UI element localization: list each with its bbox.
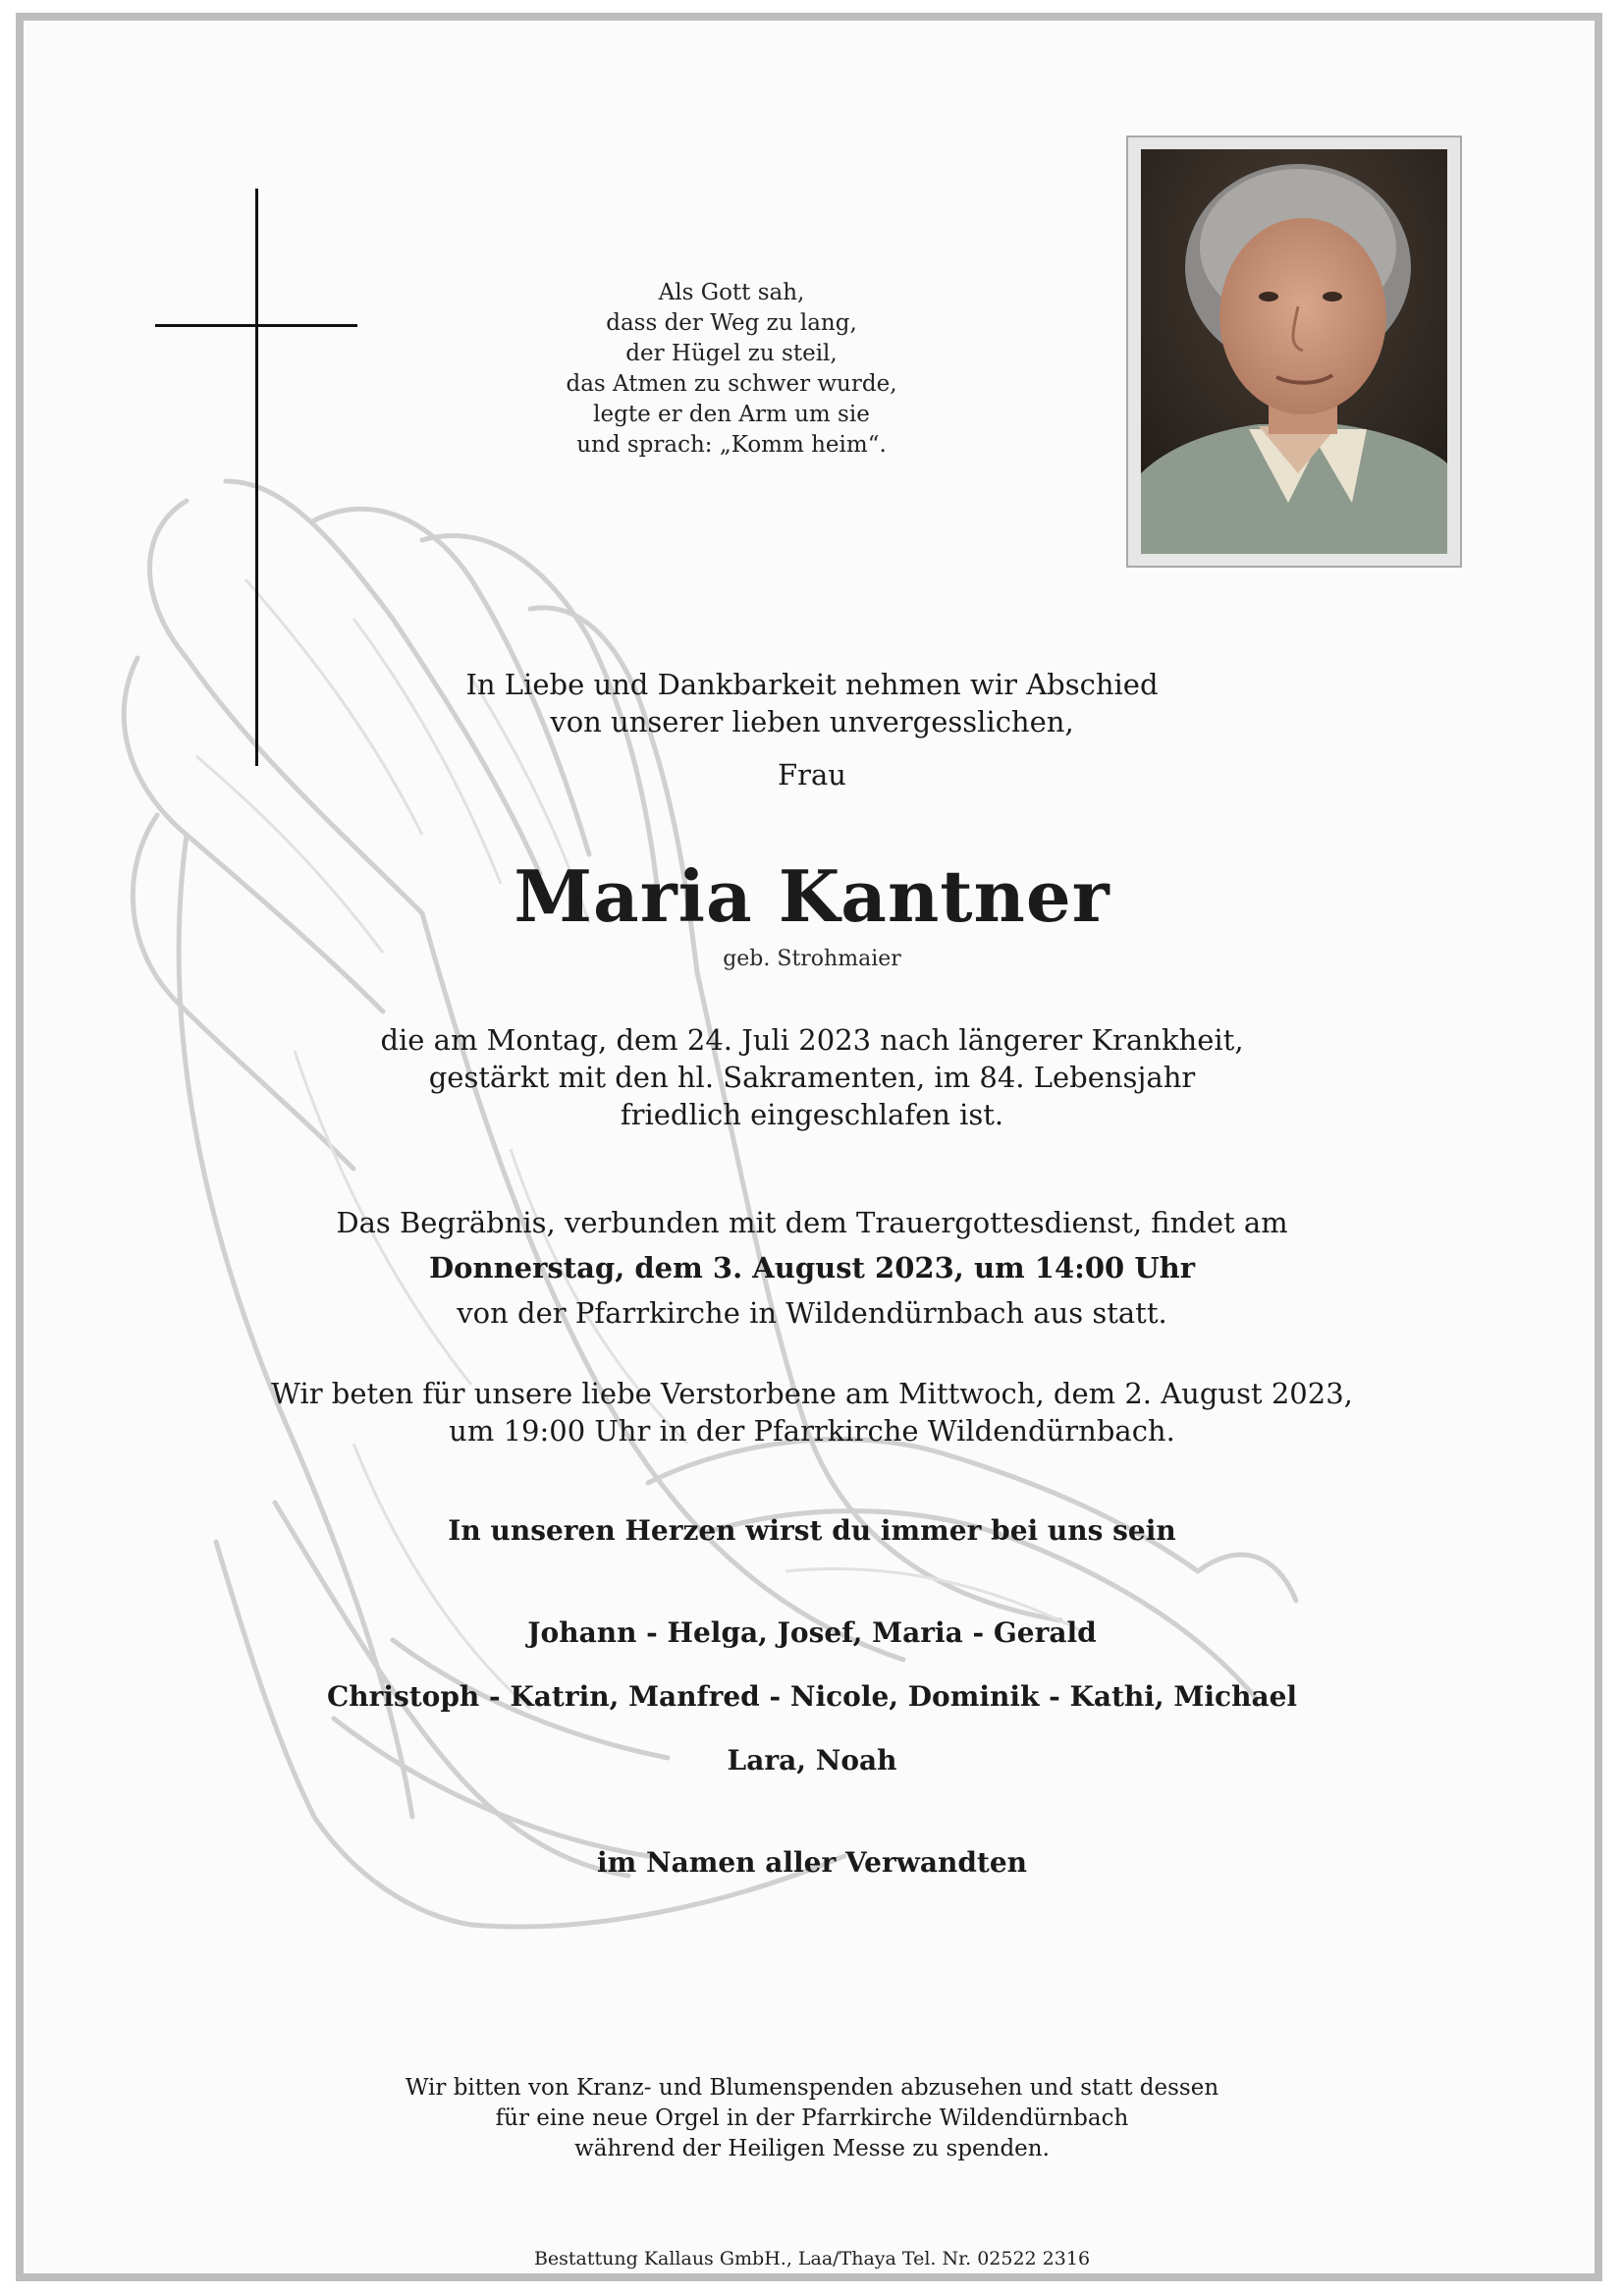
request-line: Wir bitten von Kranz- und Blumenspenden abzusehen und statt dessen (405, 2075, 1219, 2101)
death-line: die am Montag, dem 24. Juli 2023 nach längerer Krankheit, (380, 1023, 1244, 1057)
poem-line: Als Gott sah, (658, 280, 805, 305)
death-notice (0, 1021, 1624, 1133)
funeral-home-footer: Bestattung Kallaus GmbH., Laa/Thaya Tel. Nr. 02522 2316 (533, 2248, 1091, 2269)
poem-line: der Hügel zu steil, (625, 341, 838, 366)
birth-name: geb. Strohmaier (723, 947, 901, 971)
intro-line: In Liebe und Dankbarkeit nehmen wir Abschied (465, 668, 1159, 701)
farewell-intro (0, 666, 1624, 740)
family-line: Lara, Noah (727, 1744, 897, 1777)
donation-request (0, 2073, 1624, 2164)
funeral-date: Donnerstag, dem 3. August 2023, um 14:00 Uhr (429, 1251, 1195, 1285)
funeral-line: Das Begräbnis, verbunden mit dem Trauergottesdienst, findet am (336, 1206, 1288, 1239)
request-line: während der Heiligen Messe zu spenden. (574, 2136, 1050, 2161)
family-line: Christoph - Katrin, Manfred - Nicole, Dominik - Kathi, Michael (326, 1680, 1298, 1713)
prayer-info (0, 1375, 1624, 1449)
poem (511, 278, 952, 461)
portrait-photo (1141, 149, 1447, 554)
funeral-info (0, 1200, 1624, 1336)
intro-line: von unserer lieben unvergesslichen, (550, 705, 1074, 738)
portrait-frame (1126, 136, 1462, 568)
cross-horizontal (155, 324, 357, 327)
poem-line: legte er den Arm um sie (593, 402, 870, 427)
relatives-line: im Namen aller Verwandten (596, 1846, 1028, 1879)
request-line: für eine neue Orgel in der Pfarrkirche Wildendürnbach (495, 2105, 1129, 2131)
poem-line: und sprach: „Komm heim“. (576, 432, 887, 458)
death-line: friedlich eingeschlafen ist. (620, 1098, 1004, 1131)
prayer-line: um 19:00 Uhr in der Pfarrkirche Wildendürnbach. (449, 1414, 1175, 1448)
prayer-line: Wir beten für unsere liebe Verstorbene am Mittwoch, dem 2. August 2023, (271, 1377, 1353, 1410)
hearts-line: In unseren Herzen wirst du immer bei uns sein (448, 1514, 1176, 1547)
death-line: gestärkt mit den hl. Sakramenten, im 84. Lebensjahr (428, 1061, 1196, 1094)
title-frau: Frau (778, 758, 846, 792)
funeral-line: von der Pfarrkirche in Wildendürnbach aus statt. (457, 1296, 1167, 1330)
family-line: Johann - Helga, Josef, Maria - Gerald (527, 1616, 1097, 1649)
poem-line: das Atmen zu schwer wurde, (566, 371, 897, 397)
poem-line: dass der Weg zu lang, (606, 310, 857, 336)
deceased-name: Maria Kantner (514, 854, 1110, 938)
